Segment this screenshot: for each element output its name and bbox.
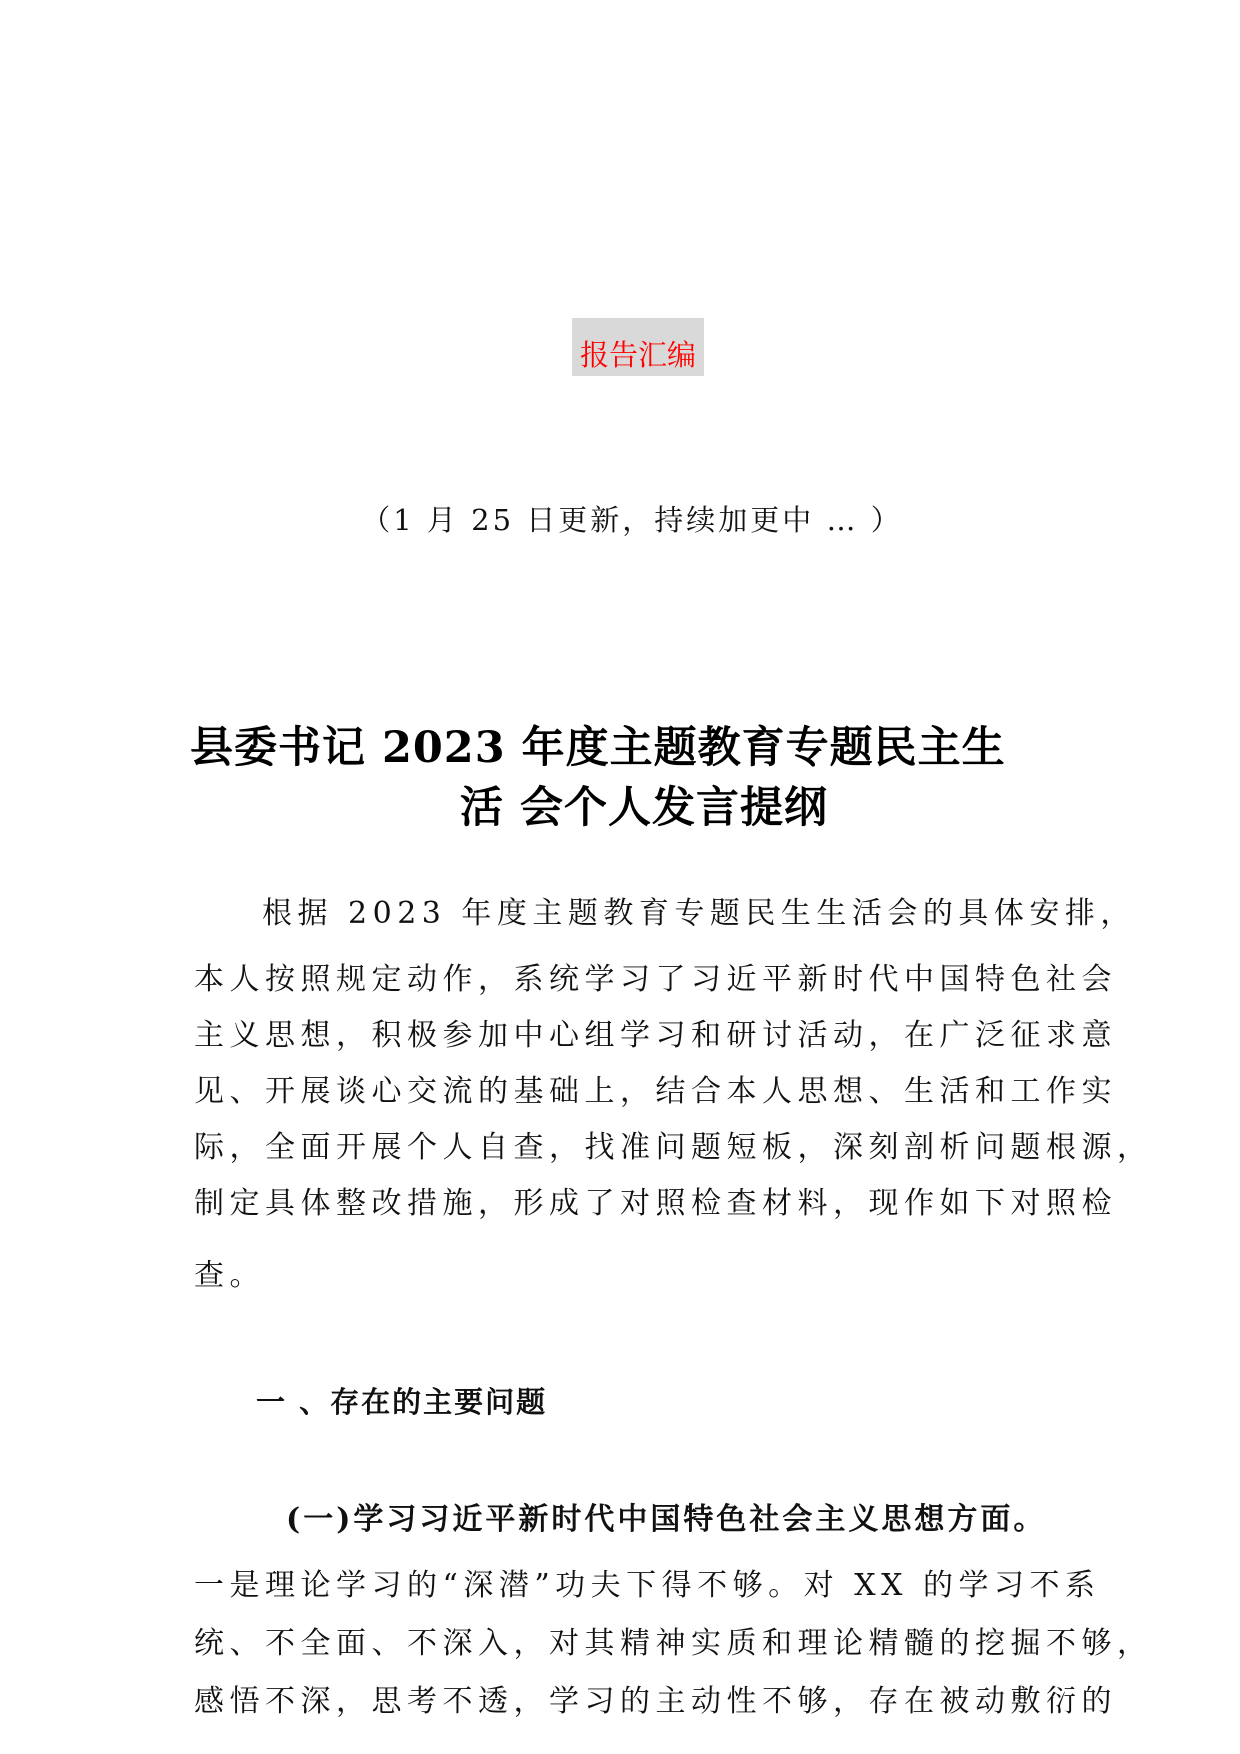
intro-line: 本人按照规定动作，系统学习了习近平新时代中国特色社会 (194, 962, 1117, 997)
intro-line: 见、开展谈心交流的基础上，结合本人思想、生活和工作实 (194, 1074, 1117, 1109)
intro-line: 制定具体整改措施，形成了对照检查材料，现作如下对照检 (194, 1186, 1117, 1221)
update-note: （1 月 25 日更新，持续加更中 … ） (361, 503, 903, 537)
problem-line: 感悟不深，思考不透，学习的主动性不够，存在被动敷衍的 (194, 1684, 1117, 1719)
problem-paragraph (194, 1560, 1153, 1734)
intro-line: 际，全面开展个人自查，找准问题短板，深刻剖析问题根源， (194, 1130, 1153, 1165)
subsection-heading: (一)学习习近平新时代中国特色社会主义思想方面。 (286, 1502, 1047, 1537)
compilation-label: 报告汇编 (572, 318, 704, 376)
problem-line: 一是理论学习的“深潜”功夫下得不够。对 XX 的学习不系 (194, 1568, 1101, 1603)
intro-line: 根据 2023 年度主题教育专题民生生活会的具体安排， (262, 896, 1136, 931)
title-line-2: 活 会个人发言提纲 (460, 783, 828, 833)
title-line-1: 县委书记 2023 年度主题教育专题民主生 (190, 723, 1006, 773)
section-heading: 一 、存在的主要问题 (256, 1385, 548, 1419)
problem-line: 统、不全面、不深入，对其精神实质和理论精髓的挖掘不够， (194, 1626, 1153, 1661)
document-title (190, 718, 1070, 838)
intro-paragraph (194, 888, 1153, 1294)
intro-line: 主义思想，积极参加中心组学习和研讨活动，在广泛征求意 (194, 1018, 1117, 1053)
intro-line: 查。 (194, 1258, 265, 1293)
